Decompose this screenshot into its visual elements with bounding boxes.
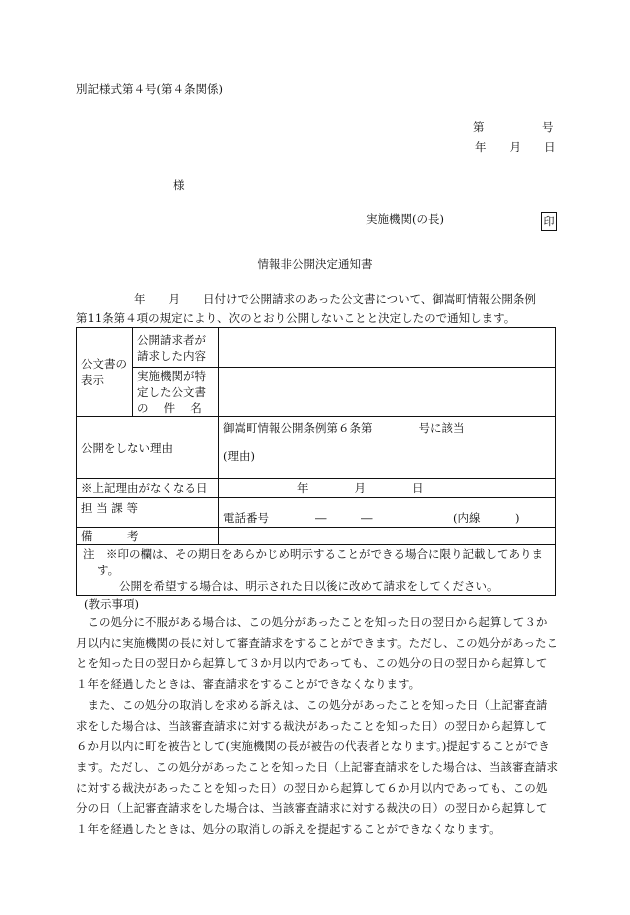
- table-row: [77, 328, 556, 368]
- note-line-1: 注 ※印の欄は、その期日をあらかじめ明示することができる場合に限り記載してありま: [83, 547, 543, 561]
- table-row: [77, 498, 556, 528]
- instructions-heading: (教示事項): [84, 597, 139, 611]
- table-row: [77, 368, 556, 417]
- sender-name: 実施機関(の長): [366, 212, 444, 226]
- phone-field[interactable]: 電話番号 ― ― (内線 ): [219, 498, 556, 528]
- reason-label: 公開をしない理由: [77, 417, 219, 479]
- table-row: [77, 545, 556, 596]
- department-label: 担 当 課 等: [77, 498, 219, 528]
- note-line-1b: す。: [97, 563, 120, 577]
- table-note: [77, 545, 556, 596]
- page-title: 情報非公開決定通知書: [257, 257, 373, 271]
- intro-line-1: 年 月 日付けで公開請求のあった公文書について、御嵩町情報公開条例: [134, 292, 536, 306]
- expiry-label: ※上記理由がなくなる日: [77, 479, 219, 498]
- requested-content-label: 公開請求者が 請求した内容: [133, 328, 219, 368]
- reason-detail: (理由): [223, 449, 255, 463]
- remarks-label: 備 考: [77, 528, 219, 545]
- instruction-paragraph-1: この処分に不服がある場合は、この処分があったことを知った日の翌日から起算して３か月以内に実施機関の長に対して審査請求をすることができます。ただし、この処分があったことを知った日の翌日から起算して３か月以内であっても、この処分の日の翌日から起算して１年を経過したときは、審査請求をすることができなくなります。: [76, 615, 558, 692]
- intro-line-2: 第11条第４項の規定により、次のとおり公開しないことと決定したので通知します。: [76, 311, 516, 325]
- form-number: 別記様式第４号(第４条関係): [76, 82, 223, 96]
- specified-doc-label: 実施機関が特 定した公文書 の 件 名: [133, 368, 219, 417]
- expiry-date-field[interactable]: 年 月 日: [219, 479, 556, 498]
- remarks-field[interactable]: [219, 528, 556, 545]
- issue-date: 年 月 日: [475, 140, 556, 154]
- specified-doc-field[interactable]: [219, 368, 556, 417]
- doc-display-label: 公文書の 表示: [77, 328, 133, 417]
- instruction-paragraph-2: また、この処分の取消しを求める訴えは、この処分があったことを知った日（上記審査請求をした場合は、当該審査請求に対する裁決があったことを知った日）の翌日から起算して６か月以内に町を被告として(実施機関の長が被告の代表者となります。)提起することができます。ただし、この処分があったことを知った日（上記審査請求をした場合は、当該審査請求に対する裁決があったことを知った日）の翌日から起算して６か月以内であっても、この処分の日（上記審査請求をした場合は、当該審査請求に対する裁決の日）の翌日から起算して１年を経過したときは、処分の取消しの訴えを提起することができなくなります。: [76, 697, 558, 837]
- reason-article: 御嵩町情報公開条例第６条第 号に該当: [223, 421, 465, 435]
- table-row: [77, 479, 556, 498]
- instructions-body: [76, 612, 558, 840]
- note-line-2: 公開を希望する場合は、明示された日以後に改めて請求をしてください。: [119, 579, 499, 593]
- table-row: [77, 417, 556, 479]
- seal-mark: 印: [541, 212, 557, 231]
- table-row: [77, 528, 556, 545]
- addressee-suffix: 様: [173, 178, 185, 192]
- notice-table: [76, 327, 556, 596]
- document-number: 第 号: [473, 120, 554, 134]
- requested-content-field[interactable]: [219, 328, 556, 368]
- reason-field[interactable]: [219, 417, 556, 479]
